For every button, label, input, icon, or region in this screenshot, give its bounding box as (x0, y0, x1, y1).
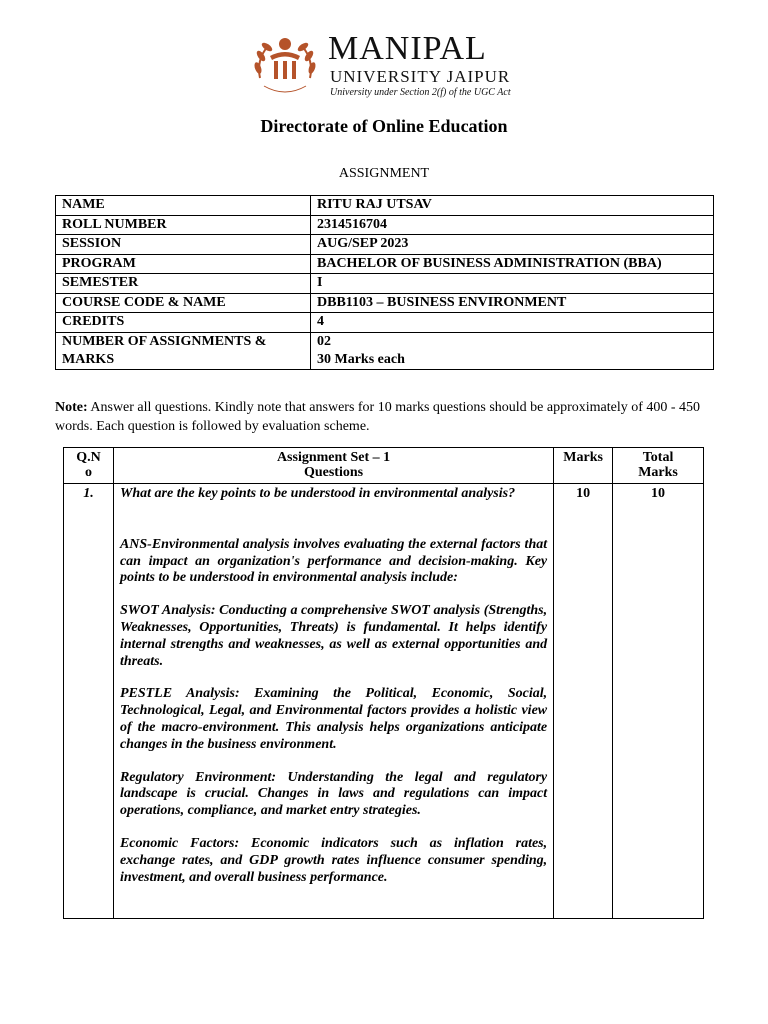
info-key-line: MARKS (62, 351, 115, 367)
info-value: 4 (311, 313, 714, 333)
logo-tagline: University under Section 2(f) of the UGC Act (330, 87, 511, 98)
answer-paragraph: Regulatory Environment: Understanding the legal and regulatory landscape is crucial. Changes in laws and regulations can impact operations, compliance, and market entry strategies. (119, 769, 548, 819)
note-label: Note: (55, 400, 88, 415)
info-key: CREDITS (56, 313, 311, 333)
table-row (56, 332, 714, 369)
info-value: I (311, 274, 714, 294)
table-row (56, 313, 714, 333)
info-key: NAME (56, 196, 311, 216)
question-body (113, 484, 553, 919)
table-row (56, 274, 714, 294)
directorate-heading: Directorate of Online Education (260, 116, 508, 136)
question-total-marks: 10 (613, 484, 704, 919)
info-key: ROLL NUMBER (56, 215, 311, 235)
info-key-line: NUMBER OF ASSIGNMENTS & (62, 333, 267, 349)
university-logo (250, 30, 530, 100)
info-key (56, 332, 311, 369)
assignment-title: ASSIGNMENT (338, 166, 430, 181)
header-marks: Marks (554, 448, 613, 484)
question-number: 1. (64, 484, 114, 919)
table-row (56, 293, 714, 313)
header-qno (64, 448, 114, 484)
logo-university-sub: UNIVERSITY JAIPUR (330, 67, 511, 86)
answer-paragraph: Economic Factors: Economic indicators such as inflation rates, exchange rates, and GDP growth rates influence consumer spending, investment, and overall business performance. (119, 835, 548, 885)
header-qno-line: o (84, 465, 92, 480)
info-value: 2314516704 (311, 215, 714, 235)
info-value-line: 02 (317, 333, 331, 349)
header-total-line: Marks (638, 465, 678, 480)
info-key: PROGRAM (56, 254, 311, 274)
header-set-line: Questions (303, 465, 364, 480)
table-row (56, 215, 714, 235)
question-marks: 10 (554, 484, 613, 919)
info-value: RITU RAJ UTSAV (311, 196, 714, 216)
table-row (56, 254, 714, 274)
question-table (63, 447, 704, 919)
note-text: Answer all questions. Kindly note that answers for 10 marks questions should be approximately of 400 - 450 words. Each question is followed by evaluation scheme. (55, 400, 701, 434)
info-key: SESSION (56, 235, 311, 255)
student-info-table (55, 195, 714, 370)
answer-paragraph: ANS-Environmental analysis involves evaluating the external factors that can impact an organization's performance and decision-making. Key points to be understood in environmental analysis include: (119, 536, 548, 586)
table-row (56, 196, 714, 216)
header-set-line: Assignment Set – 1 (276, 450, 391, 465)
info-value-line: 30 Marks each (317, 351, 405, 367)
info-key: COURSE CODE & NAME (56, 293, 311, 313)
header-qno-line: Q.N (76, 450, 101, 465)
answer-paragraph: PESTLE Analysis: Examining the Political, Economic, Social, Technological, Legal, and Environmental factors provides a holistic view of the macro-environment. This analysis helps organizations anticipate changes in the business environment. (119, 686, 548, 752)
header-total-line: Total (642, 450, 674, 465)
logo-university-name: MANIPAL (328, 30, 487, 67)
table-row (64, 484, 704, 919)
info-value: BACHELOR OF BUSINESS ADMINISTRATION (BBA) (311, 254, 714, 274)
answer-paragraph: SWOT Analysis: Conducting a comprehensive SWOT analysis (Strengths, Weaknesses, Opportunities, Threats) is fundamental. It helps identify internal strengths and weaknesses, as well as external opportunities and threats. (119, 603, 548, 669)
table-header-row (64, 448, 704, 484)
header-questions (113, 448, 553, 484)
info-value (311, 332, 714, 369)
note-paragraph (55, 398, 715, 436)
manipal-emblem-icon (250, 30, 320, 100)
info-key: SEMESTER (56, 274, 311, 294)
header-total-marks (613, 448, 704, 484)
info-value: DBB1103 – BUSINESS ENVIRONMENT (311, 293, 714, 313)
info-value: AUG/SEP 2023 (311, 235, 714, 255)
question-text: What are the key points to be understood in environmental analysis? (119, 486, 516, 501)
table-row (56, 235, 714, 255)
